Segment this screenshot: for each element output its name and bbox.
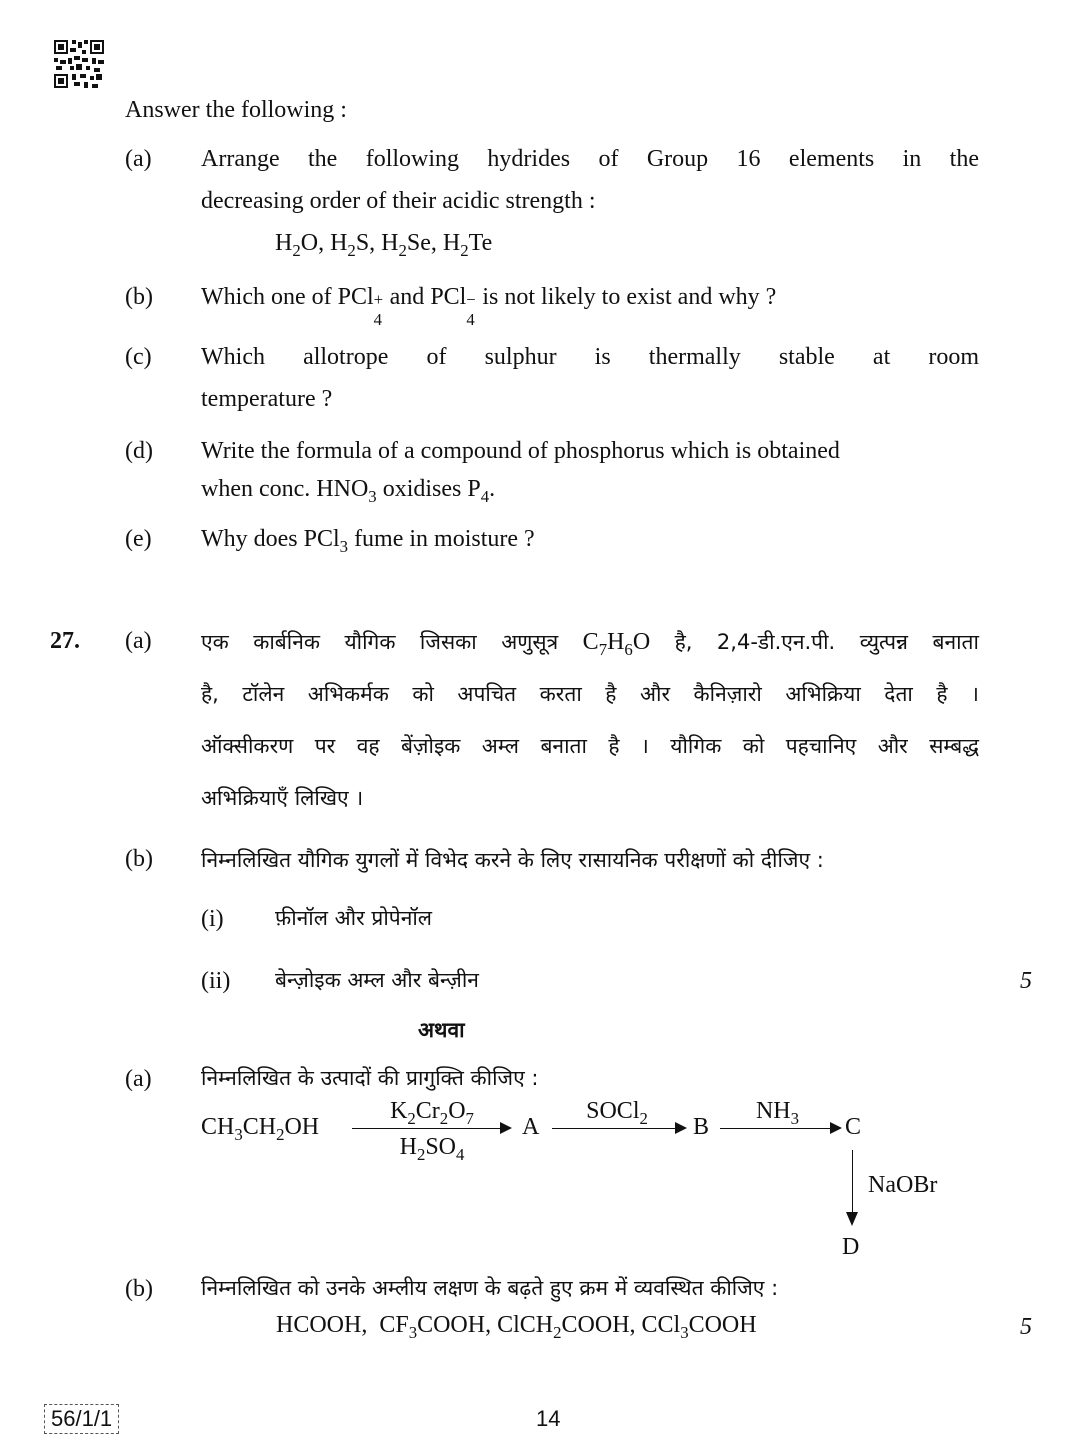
part-c-line2: temperature ? (201, 386, 333, 412)
part-e-question: Why does PCl$_3$ fume in moisture ? (201, 526, 535, 556)
part-a-line2: decreasing order of their acidic strength : (201, 188, 596, 214)
part-c-label: (c) (125, 344, 152, 370)
part-a-line1: Arrange the following hydrides of Group 16 elements in the (201, 146, 979, 172)
q27-part-b-label: (b) (125, 846, 153, 872)
alt-b-text: निम्नलिखित को उनके अम्लीय लक्षण के बढ़ते हुए क्रम में व्यवस्थित कीजिए : (201, 1276, 779, 1300)
part-b-label: (b) (125, 284, 153, 310)
pcl4-anion-formula: PCl − 4 (430, 284, 476, 329)
reaction-arrow-2-head (675, 1122, 687, 1134)
part-c-line1: Which allotrope of sulphur is thermally stable at room (201, 344, 979, 370)
hydride-h2te: $H_2Te$ (442, 230, 493, 260)
hydride-h2o: $H_2O$ (275, 230, 319, 260)
alt-part-b-label: (b) (125, 1276, 153, 1302)
reaction-arrow-3-head (830, 1122, 842, 1134)
part-a-label: (a) (125, 146, 152, 172)
acid-compound-list: HCOOH, $CF_3COOH$, ClCH$_2$COOH, CCl$_3$COOH (276, 1312, 757, 1342)
part-d-line1: Write the formula of a compound of phosphorus which is obtained (201, 438, 840, 464)
paper-code: 56/1/1 (44, 1404, 119, 1434)
q27-b-item1-text: फ़ीनॉल और प्रोपेनॉल (275, 906, 433, 930)
q27-a-line3: ऑक्सीकरण पर वह बेंज़ोइक अम्ल बनाता है । यौगिक को पहचानिए और सम्बद्ध (201, 734, 979, 758)
marks-5-second: 5 (1020, 1314, 1032, 1340)
question-27-number: 27. (50, 628, 80, 654)
q27-b-item2-label: (ii) (201, 968, 231, 994)
page-number: 14 (536, 1406, 561, 1431)
product-d: D (842, 1234, 860, 1260)
hydride-list: $H_2O$, $H_2S$, $H_2Se$, $H_2Te$ (275, 230, 493, 260)
q27-a-line2: है, टॉलेन अभिकर्मक को अपचित करता है और कैनिज़ारो अभिक्रिया देता है । (201, 682, 979, 706)
reagent-k2cr2o7: $K_2Cr_2O_7$ (390, 1098, 474, 1128)
reaction-arrow-2 (552, 1128, 677, 1129)
hydride-h2se: $H_2Se$ (381, 230, 431, 260)
reagent-h2so4: $H_2SO_4$ (399, 1134, 465, 1164)
product-b: B (693, 1114, 710, 1140)
reaction-arrow-1-head (500, 1122, 512, 1134)
qr-code-image (54, 40, 104, 88)
q27-b-item2-text: बेन्ज़ोइक अम्ल और बेन्ज़ीन (275, 968, 479, 992)
product-c: C (845, 1114, 862, 1140)
q27-part-a-label: (a) (125, 628, 152, 654)
reaction-arrow-3 (720, 1128, 832, 1129)
reactant-ethanol: $CH_3CH_2OH$ (201, 1114, 320, 1144)
q27-a-line4: अभिक्रियाएँ लिखिए । (201, 786, 364, 810)
reaction-arrow-4-head (846, 1212, 858, 1226)
alt-a-text: निम्नलिखित के उत्पादों की प्रागुक्ति कीजिए : (201, 1066, 539, 1090)
q27-b-text: निम्नलिखित यौगिक युगलों में विभेद करने के लिए रासायनिक परीक्षणों को दीजिए : (201, 848, 824, 872)
part-d-line2: when conc. $HNO_3$ oxidises $P_4$. (201, 476, 496, 506)
reagent-socl2: SOCl$_2$ (586, 1098, 648, 1128)
marks-5-first: 5 (1020, 968, 1032, 994)
product-a: A (522, 1114, 540, 1140)
hydride-h2s: $H_2S$ (330, 230, 370, 260)
q27-b-item1-label: (i) (201, 906, 224, 932)
instruction-text: Answer the following : (125, 97, 347, 123)
c7h6o-formula: $C_7H_6O$ (582, 629, 651, 659)
alt-part-a-label: (a) (125, 1066, 152, 1092)
pcl4-cation-formula: PCl + 4 (337, 284, 384, 329)
reaction-arrow-1 (352, 1128, 502, 1129)
reagent-naobr: NaOBr (868, 1172, 938, 1198)
part-b-question: Which one of PCl + 4 and PCl − 4 is not likely to exist and why ? (201, 284, 777, 329)
part-e-label: (e) (125, 526, 152, 552)
q27-a-line1: एक कार्बनिक यौगिक जिसका अणुसूत्र $C_7H_6O$ है, 2,4-डी.एन.पी. व्युत्पन्न बनाता (201, 629, 979, 659)
part-d-label: (d) (125, 438, 153, 464)
reaction-arrow-4 (852, 1150, 853, 1214)
reagent-nh3: $NH_3$ (755, 1098, 800, 1128)
or-separator: अथवा (418, 1018, 465, 1042)
